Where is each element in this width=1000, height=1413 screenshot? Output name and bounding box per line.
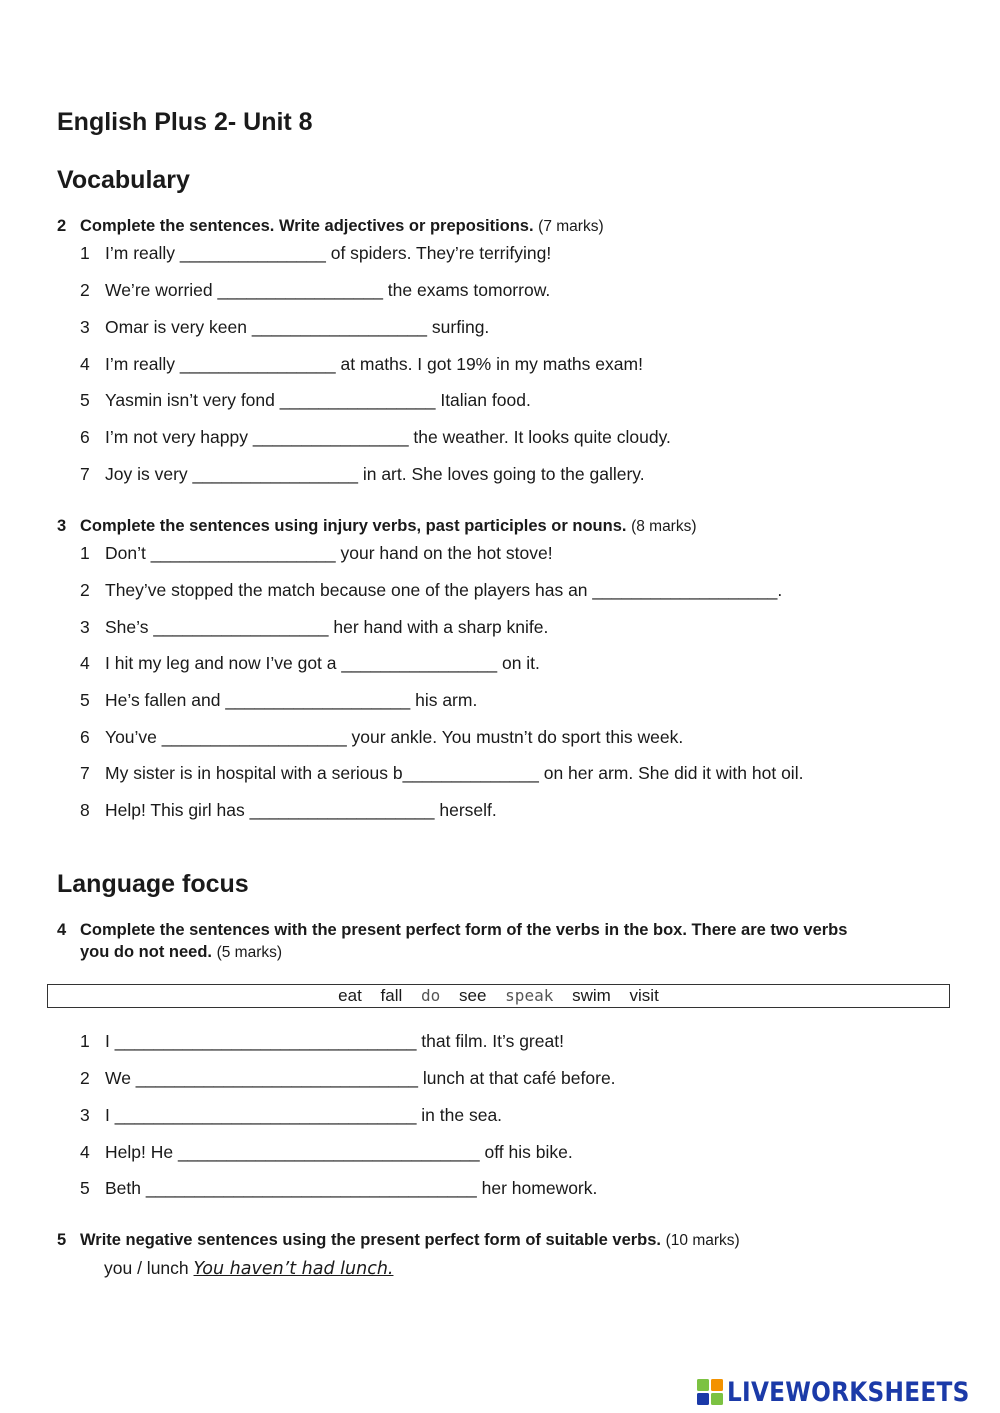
list-item: 5 He’s fallen and ___________________ his arm.	[80, 690, 478, 710]
instruction-text: Complete the sentences. Write adjectives or prepositions.	[80, 217, 534, 235]
word-box-item: swim	[572, 986, 611, 1005]
vocabulary-heading: Vocabulary	[57, 166, 190, 194]
sentence: You’ve ___________________ your ankle. You mustn’t do sport this week.	[105, 727, 684, 747]
sentence: I hit my leg and now I’ve got a ________________ on it.	[105, 653, 540, 673]
sentence: Joy is very _________________ in art. She loves going to the gallery.	[105, 464, 645, 484]
language-focus-heading: Language focus	[57, 870, 249, 898]
sentence: They’ve stopped the match because one of the players has an ___________________.	[105, 580, 783, 600]
sentence: Help! This girl has ___________________ herself.	[105, 800, 497, 820]
list-item: 3 Omar is very keen __________________ surfing.	[80, 317, 490, 337]
list-item: 5 Yasmin isn’t very fond ________________ Italian food.	[80, 390, 531, 410]
sentence: He’s fallen and ___________________ his arm.	[105, 690, 478, 710]
sentence: I’m not very happy ________________ the weather. It looks quite cloudy.	[105, 427, 671, 447]
exercise-5-instruction	[57, 1231, 740, 1250]
word-box-item: speak	[505, 986, 554, 1005]
exercise-4-instruction-cont	[80, 943, 282, 962]
sentence: My sister is in hospital with a serious b______________ on her arm. She did it with hot oil.	[105, 763, 804, 783]
page-title: English Plus 2- Unit 8	[57, 108, 313, 136]
sentence: Yasmin isn’t very fond ________________ Italian food.	[105, 390, 531, 410]
list-item: 3 I _______________________________ in the sea.	[80, 1105, 503, 1125]
list-item: 2 We _____________________________ lunch at that café before.	[80, 1068, 616, 1088]
instruction-text: Write negative sentences using the present perfect form of suitable verbs.	[80, 1231, 662, 1249]
list-item: 4 Help! He _______________________________ off his bike.	[80, 1142, 573, 1162]
example-line	[104, 1258, 393, 1279]
word-box-item: do	[421, 986, 441, 1005]
word-box-item: fall	[380, 986, 403, 1005]
list-item: 7 My sister is in hospital with a serious b______________ on her arm. She did it with hot oil.	[80, 763, 804, 783]
sentence: Omar is very keen __________________ surfing.	[105, 317, 490, 337]
logo-text: LIVEWORKSHEETS	[727, 1377, 970, 1408]
example-prompt: you / lunch	[104, 1258, 189, 1278]
sentence: I’m really ________________ at maths. I got 19% in my maths exam!	[105, 354, 643, 374]
list-item: 3 She’s __________________ her hand with a sharp knife.	[80, 617, 549, 637]
sentence: We’re worried _________________ the exams tomorrow.	[105, 280, 551, 300]
instruction-text: Complete the sentences using injury verbs, past participles or nouns.	[80, 517, 627, 535]
logo-mark-icon	[697, 1377, 725, 1407]
sentence: I’m really _______________ of spiders. They’re terrifying!	[105, 243, 552, 263]
list-item: 1 I _______________________________ that film. It’s great!	[80, 1031, 564, 1051]
word-box-item: see	[459, 986, 487, 1005]
list-item: 5 Beth __________________________________ her homework.	[80, 1178, 598, 1198]
sentence: Beth __________________________________ her homework.	[105, 1178, 598, 1198]
exercise-number: 4	[57, 921, 67, 939]
marks-label: (10 marks)	[665, 1232, 740, 1249]
sentence: I _______________________________ that film. It’s great!	[105, 1031, 564, 1051]
list-item: 6 I’m not very happy ________________ the weather. It looks quite cloudy.	[80, 427, 671, 447]
logo-mark-block	[711, 1379, 723, 1391]
instruction-text: Complete the sentences with the present perfect form of the verbs in the box. There are two verbs	[80, 921, 848, 939]
exercise-2-instruction	[57, 217, 604, 236]
sentence: We _____________________________ lunch at that café before.	[105, 1068, 616, 1088]
marks-label: (7 marks)	[538, 218, 604, 235]
list-item: 1 I’m really _______________ of spiders. They’re terrifying!	[80, 243, 552, 263]
exercise-number: 2	[57, 217, 67, 235]
marks-label: (5 marks)	[216, 944, 283, 961]
sentence: She’s __________________ her hand with a sharp knife.	[105, 617, 549, 637]
logo-mark-block	[697, 1379, 709, 1391]
word-box	[47, 984, 950, 1008]
exercise-number: 5	[57, 1231, 67, 1249]
exercise-4-instruction	[57, 921, 847, 940]
list-item: 4 I hit my leg and now I’ve got a ________________ on it.	[80, 653, 540, 673]
sentence: Help! He _______________________________ off his bike.	[105, 1142, 573, 1162]
word-box-item: visit	[629, 986, 659, 1005]
instruction-text: you do not need.	[80, 943, 212, 961]
list-item: 2 We’re worried _________________ the exams tomorrow.	[80, 280, 551, 300]
marks-label: (8 marks)	[631, 518, 697, 535]
list-item: 2 They’ve stopped the match because one of the players has an ___________________.	[80, 580, 783, 600]
liveworksheets-logo	[697, 1377, 993, 1407]
list-item: 7 Joy is very _________________ in art. She loves going to the gallery.	[80, 464, 645, 484]
logo-mark-block	[711, 1393, 723, 1405]
example-answer: You haven’t had lunch.	[193, 1259, 394, 1279]
list-item: 8 Help! This girl has ___________________ herself.	[80, 800, 497, 820]
sentence: I _______________________________ in the sea.	[105, 1105, 503, 1125]
exercise-number: 3	[57, 517, 67, 535]
word-box-item: eat	[338, 986, 362, 1005]
list-item: 1 Don’t ___________________ your hand on the hot stove!	[80, 543, 553, 563]
list-item: 4 I’m really ________________ at maths. I got 19% in my maths exam!	[80, 354, 643, 374]
exercise-3-instruction	[57, 517, 697, 536]
logo-mark-block	[697, 1393, 709, 1405]
sentence: Don’t ___________________ your hand on the hot stove!	[105, 543, 553, 563]
list-item: 6 You’ve ___________________ your ankle. You mustn’t do sport this week.	[80, 727, 684, 747]
